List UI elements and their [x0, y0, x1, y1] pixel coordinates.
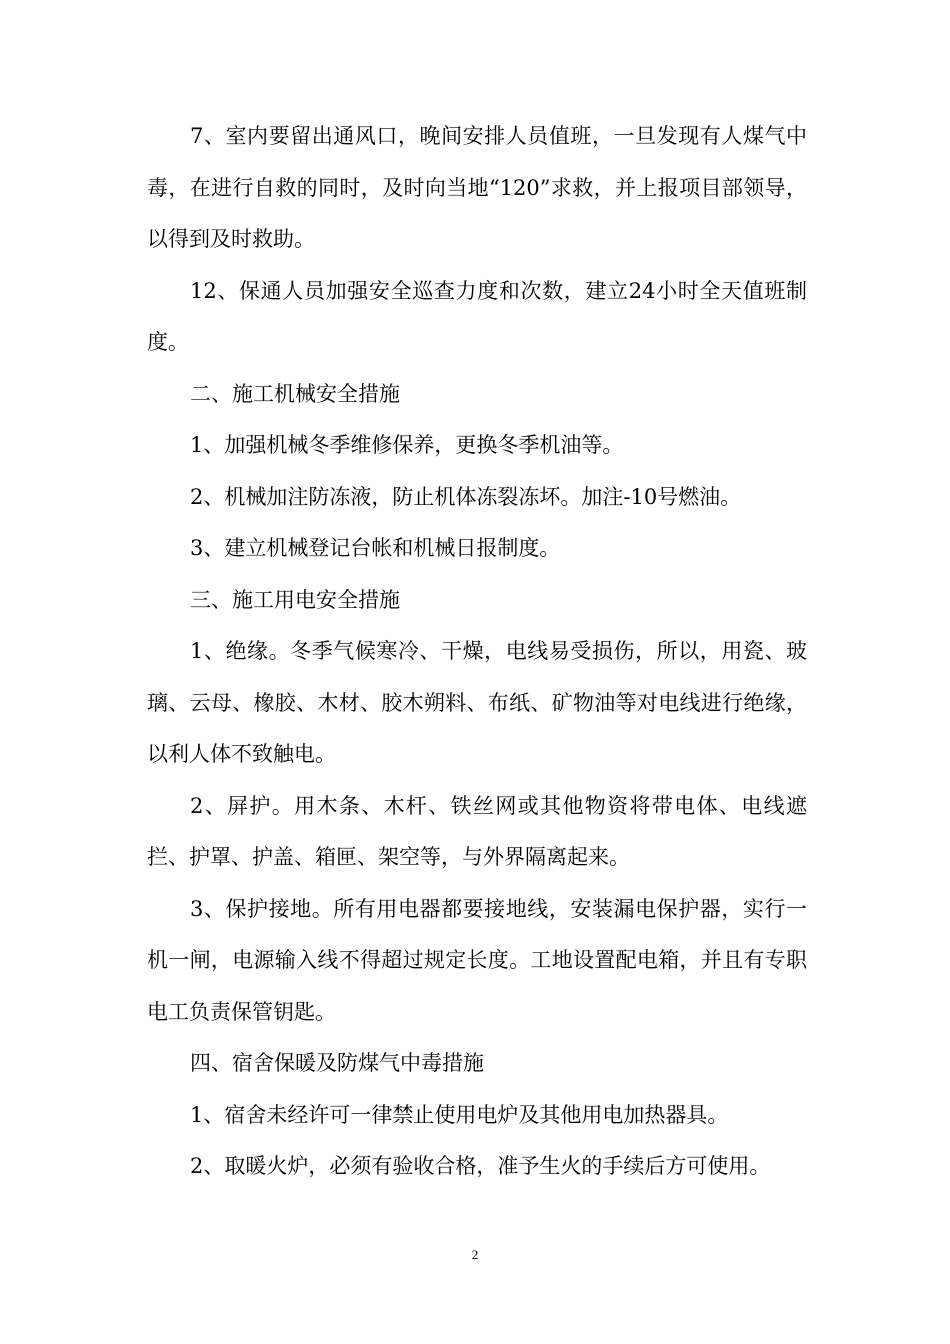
paragraph-stove-inspection: 2、取暖火炉，必须有验收合格，准予生火的手续后方可使用。	[190, 1154, 771, 1178]
paragraph-ventilation-duty: 7、室内要留出通风口，晚间安排人员值班，一旦发现有人煤气中毒，在进行自救的同时，及时向当地“120”求救，并上报项目部领导，以得到及时救助。	[147, 124, 807, 251]
heading-machinery-safety: 二、施工机械安全措施	[190, 381, 400, 406]
paragraph-grounding: 3、保护接地。所有用电器都要接地线，安装漏电保护器，实行一机一闸，电源输入线不得超过规定长度。工地设置配电箱，并且有专职电工负责保管钥匙。	[147, 896, 807, 1024]
paragraph-patrol-duty: 12、保通人员加强安全巡查力度和次数，建立24小时全天值班制度。	[147, 278, 807, 354]
paragraph-machinery-register: 3、建立机械登记台帐和机械日报制度。	[190, 536, 561, 560]
paragraph-insulation: 1、绝缘。冬季气候寒冷、干燥，电线易受损伤，所以，用瓷、玻璃、云母、橡胶、木材、胶木朔料、布纸、矿物油等对电线进行绝缘，以利人体不致触电。	[147, 639, 807, 766]
paragraph-shielding: 2、屏护。用木条、木杆、铁丝网或其他物资将带电体、电线遮拦、护罩、护盖、箱匣、架空等，与外界隔离起来。	[147, 793, 807, 869]
heading-dormitory-safety: 四、宿舍保暖及防煤气中毒措施	[190, 1051, 484, 1075]
page-number: 2	[471, 1247, 479, 1262]
heading-electricity-safety: 三、施工用电安全措施	[190, 587, 400, 612]
document-body	[147, 111, 807, 1193]
paragraph-antifreeze: 2、机械加注防冻液，防止机体冻裂冻坏。加注-10号燃油。	[190, 484, 742, 509]
paragraph-machinery-maintenance: 1、加强机械冬季维修保养，更换冬季机油等。	[190, 433, 624, 457]
paragraph-electric-heater-ban: 1、宿舍未经许可一律禁止使用电炉及其他用电加热器具。	[190, 1102, 729, 1127]
